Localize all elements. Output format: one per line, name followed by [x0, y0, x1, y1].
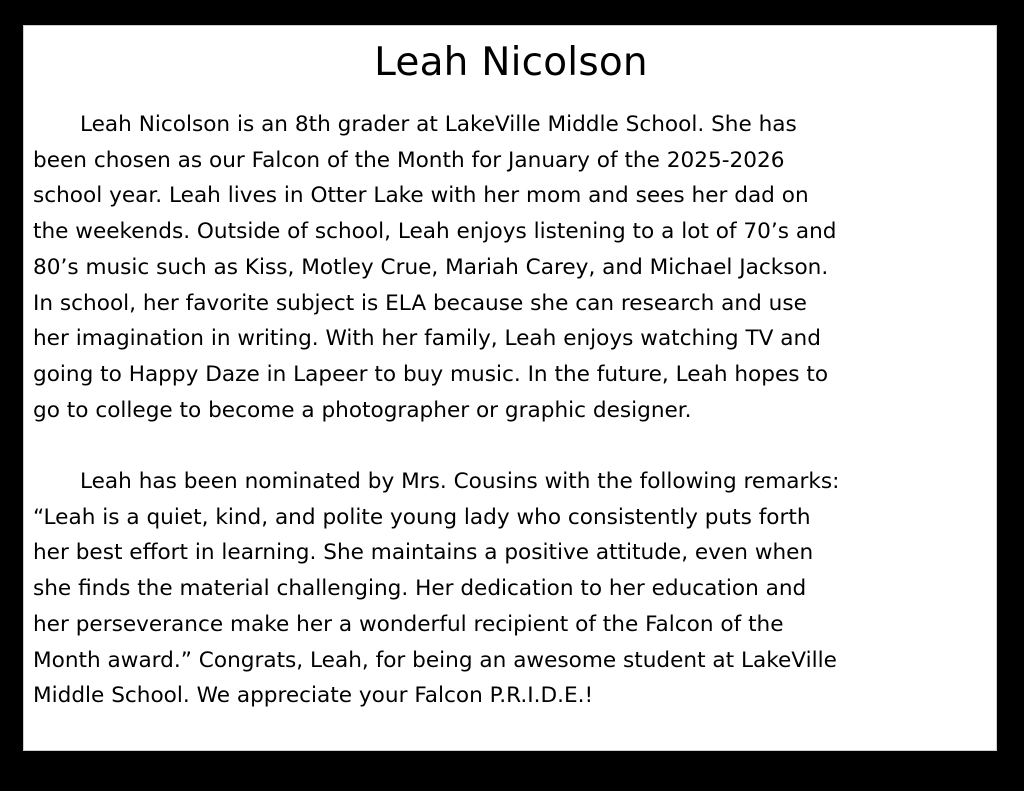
document-title: Leah Nicolson	[374, 40, 648, 85]
paragraph-nomination	[33, 464, 993, 714]
text-line: she finds the material challenging. Her dedication to her education and	[33, 576, 807, 602]
text-line: the weekends. Outside of school, Leah enjoys listening to a lot of 70’s and	[33, 219, 837, 245]
text-line: her perseverance make her a wonderful recipient of the Falcon of the	[33, 611, 784, 637]
text-line: “Leah is a quiet, kind, and polite young lady who consistently puts forth	[33, 504, 811, 530]
text-line: school year. Leah lives in Otter Lake with her mom and sees her dad on	[33, 183, 809, 209]
text-line: go to college to become a photographer or graphic designer.	[33, 397, 692, 423]
document-page	[23, 25, 997, 751]
paragraph-bio	[33, 107, 993, 428]
text-line: Month award.” Congrats, Leah, for being an awesome student at LakeVille	[33, 647, 837, 673]
document-body	[33, 107, 993, 714]
text-line: Leah has been nominated by Mrs. Cousins with the following remarks:	[80, 469, 840, 495]
paragraph-gap	[33, 428, 993, 464]
text-line: her imagination in writing. With her family, Leah enjoys watching TV and	[33, 326, 821, 352]
text-line: Middle School. We appreciate your Falcon P.R.I.D.E.!	[33, 683, 594, 709]
text-line: been chosen as our Falcon of the Month for January of the 2025-2026	[33, 147, 785, 173]
text-line: Leah Nicolson is an 8th grader at LakeVille Middle School. She has	[80, 112, 797, 137]
text-line: going to Happy Daze in Lapeer to buy music. In the future, Leah hopes to	[33, 361, 829, 387]
text-line: her best effort in learning. She maintains a positive attitude, even when	[33, 540, 814, 566]
text-line: 80’s music such as Kiss, Motley Crue, Mariah Carey, and Michael Jackson.	[33, 254, 829, 280]
text-line: In school, her favorite subject is ELA because she can research and use	[33, 290, 807, 316]
